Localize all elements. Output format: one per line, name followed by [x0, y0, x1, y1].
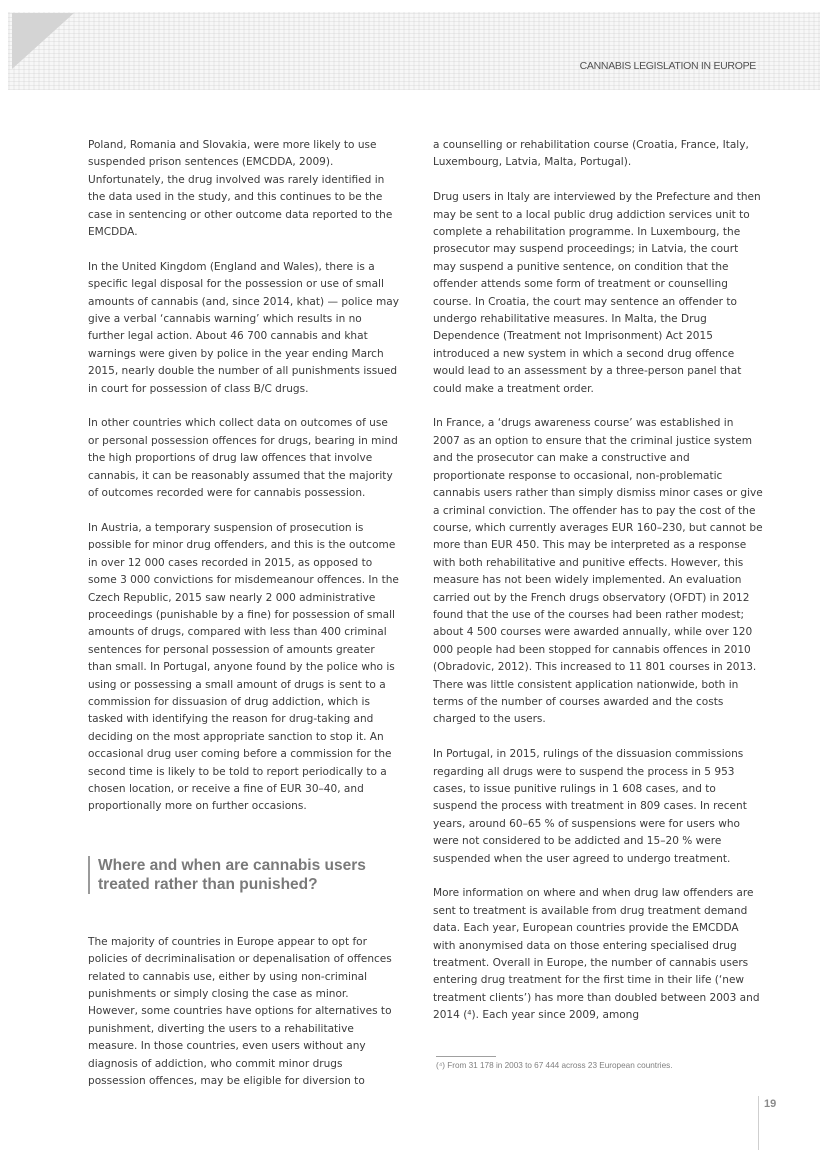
section-heading-block: [88, 856, 400, 894]
paragraph: a counselling or rehabilitation course (Croatia, France, Italy, Luxembourg, Latvia, Malta, Portugal).: [433, 139, 749, 169]
running-head: CANNABIS LEGISLATION IN EUROPE: [579, 60, 756, 72]
paragraph: In France, a ‘drugs awareness course’ was established in 2007 as an option to ensure that the criminal justice system and the prosecutor can make a constructive and proportionate response to occasional, non-problematic cannabis users rather than simply dismiss minor cases or give a criminal conviction. The offender has to pay the cost of the course, which currently averages EUR 160–230, but cannot be more than EUR 450. This may be interpreted as a response with both rehabilitative and punitive effects. However, this measure has not been widely implemented. An evaluation carried out by the French drugs observatory (OFDT) in 2012 found that the use of the courses had been rather modest; about 4 500 courses were awarded annually, while over 120 000 people had been stopped for cannabis offences in 2010 (Obradovic, 2012). This increased to 11 801 courses in 2013. There was little consistent application nationwide, both in terms of the number of courses awarded and the costs charged to the users.: [433, 417, 763, 726]
section-heading: Where and when are cannabis users treated rather than punished?: [98, 856, 366, 893]
header-band: [8, 12, 820, 90]
paragraph: Drug users in Italy are interviewed by the Prefecture and then may be sent to a local public drug addiction services unit to complete a rehabilitation programme. In Luxembourg, the prosecutor may suspend proceedings; in Latvia, the court may suspend a punitive sentence, on condition that the offender attends some form of treatment or counselling course. In Croatia, the court may sentence an offender to undergo rehabilitative measures. In Malta, the Drug Dependence (Treatment not Imprisonment) Act 2015 introduced a new system in which a second drug offence would lead to an assessment by a three-person panel that could make a treatment order.: [433, 191, 761, 395]
paragraph: In other countries which collect data on outcomes of use or personal possession offences for drugs, bearing in mind the high proportions of drug law offences that involve cannabis, it can be reasonably assumed that the majority of outcomes recorded were for cannabis possession.: [88, 417, 398, 500]
paragraph: The majority of countries in Europe appear to opt for policies of decriminalisation or depenalisation of offences related to cannabis use, either by using non-criminal punishments or simply closing the case as minor. However, some countries have options for alternatives to punishment, diverting the users to a rehabilitative measure. In those countries, even users without any diagnosis of addiction, who commit minor drugs possession offences, may be eligible for diversion to: [88, 935, 392, 1088]
page-number-divider: [758, 1096, 759, 1150]
paragraph: In Austria, a temporary suspension of prosecution is possible for minor drug offenders, and this is the outcome in over 12 000 cases recorded in 2015, as opposed to some 3 000 convictions for misdemeanour offences. In the Czech Republic, 2015 saw nearly 2 000 administrative proceedings (punishable by a fine) for possession of small amounts of drugs, compared with less than 400 criminal sentences for personal possession of amounts greater than small. In Portugal, anyone found by the police who is using or possessing a small amount of drugs is sent to a commission for dissuasion of drug addiction, which is tasked with identifying the reason for drug-taking and deciding on the most appropriate sanction to stop it. An occasional drug user coming before a commission for the second time is likely to be told to report periodically to a chosen location, or receive a fine of EUR 30–40, and proportionally more on further occasions.: [88, 521, 399, 813]
paragraph: More information on where and when drug law offenders are sent to treatment is available from drug treatment demand data. Each year, European countries provide the EMCDDA with anonymised data on those entering specialised drug treatment. Overall in Europe, the number of cannabis users entering drug treatment for the first time in their life (‘new treatment clients’) has more than doubled between 2003 and 2014 (⁴). Each year since 2009, among: [433, 887, 760, 1022]
left-column: [88, 137, 400, 1108]
footnote-divider: [436, 1056, 496, 1057]
paragraph: Poland, Romania and Slovakia, were more likely to use suspended prison sentences (EMCDDA, 2009). Unfortunately, the drug involved was rarely identified in the data used in the study, and this continues to be the case in sentencing or other outcome data reported to the EMCDDA.: [88, 139, 393, 239]
page-number: 19: [764, 1098, 777, 1110]
paragraph: In the United Kingdom (England and Wales), there is a specific legal disposal for the possession or use of small amounts of cannabis (and, since 2014, khat) — police may give a verbal ‘cannabis warning’ which results in no further legal action. About 46 700 cannabis and khat warnings were given by police in the year ending March 2015, nearly double the number of all punishments issued in court for possession of class B/C drugs.: [88, 260, 399, 395]
footnote: (⁴) From 31 178 in 2003 to 67 444 across 23 European countries.: [436, 1061, 673, 1070]
right-column: [433, 137, 763, 1042]
paragraph: In Portugal, in 2015, rulings of the dissuasion commissions regarding all drugs were to suspend the process in 5 953 cases, to issue punitive rulings in 1 608 cases, and to suspend the process with treatment in 809 cases. In recent years, around 60–65 % of suspensions were for users who were not considered to be addicted and 15–20 % were suspended when the user agreed to undergo treatment.: [433, 748, 747, 865]
